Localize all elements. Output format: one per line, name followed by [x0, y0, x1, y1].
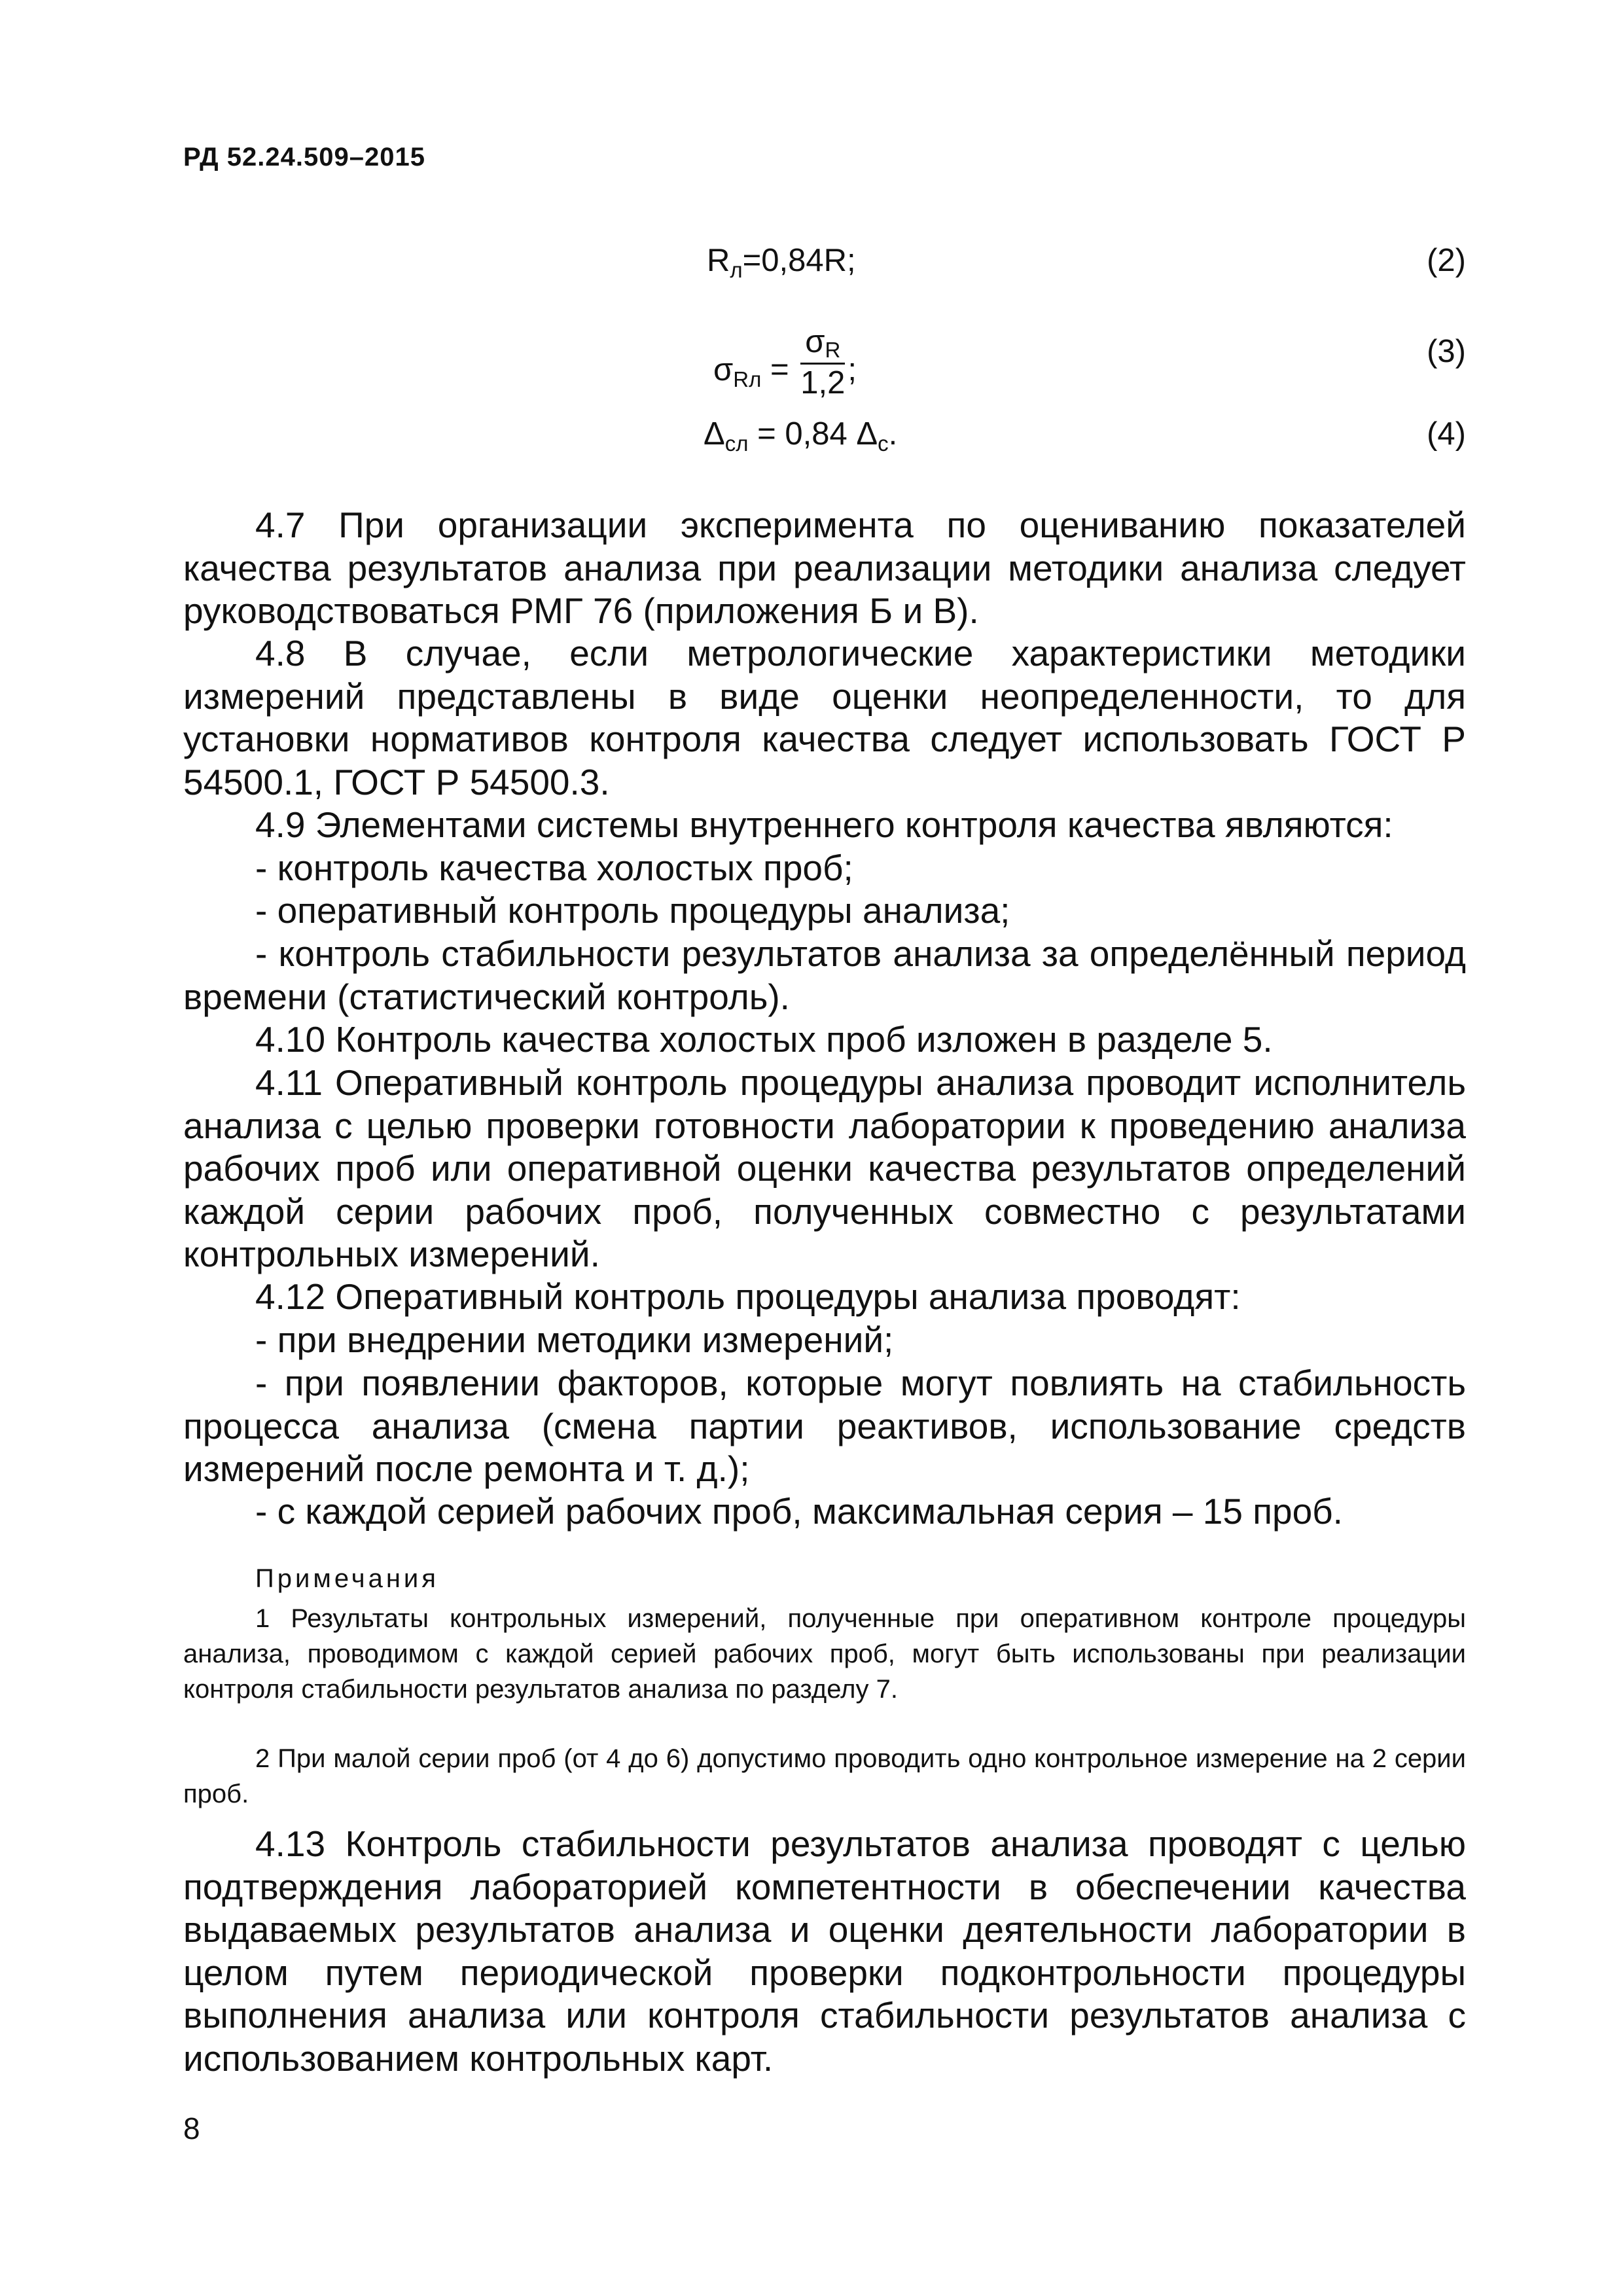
list-item: - при появлении факторов, которые могут повлиять на стабильность процесса анализа (смена партии реактивов, использование средств измерений после ремонта и т. д.); — [183, 1363, 1466, 1489]
equation-number: (3) — [1427, 334, 1466, 369]
equation-number: (2) — [1427, 243, 1466, 278]
paragraph-4-12: 4.12 Оперативный контроль процедуры анализа проводят: — [255, 1276, 1241, 1317]
paragraph-4-8: 4.8 В случае, если метрологические характеристики методики измерений представлены в виде оценки неопределенности, то для установки нормативов контроля качества следует использовать ГОСТ Р 54500.1, ГОСТ Р 54500.3. — [183, 633, 1466, 802]
paragraph-4-7: 4.7 При организации эксперимента по оцениванию показателей качества результатов анализа при реализации методики анализа следует руководствоваться РМГ 76 (приложения Б и В). — [183, 505, 1466, 631]
page-number: 8 — [183, 2111, 200, 2145]
list-item: - с каждой серией рабочих проб, максимальная серия – 15 проб. — [255, 1491, 1343, 1532]
paragraph-4-11: 4.11 Оперативный контроль процедуры анализа проводит исполнитель анализа с целью проверки готовности лаборатории к проведению анализа рабочих проб или оперативной оценки качества результатов определений каждой серии рабочих проб, полученных совместно с результатами контрольных измерений. — [183, 1062, 1466, 1274]
equation-3: $\sigma_{Rл}$ = $\frac{\sigma R}{1,2}$ ; (3) — [713, 324, 1466, 401]
list-item: - при внедрении методики измерений; — [255, 1319, 894, 1360]
list-item: - контроль качества холостых проб; — [255, 848, 853, 888]
list-item: - оперативный контроль процедуры анализа; — [255, 890, 1010, 931]
paragraph-4-13: 4.13 Контроль стабильности результатов анализа проводят с целью подтверждения лабораторией компетентности в обеспечении качества выдаваемых результатов анализа и оценки деятельности лаборатории в целом путем периодической проверки подконтрольности процедуры выполнения анализа или контроля стабильности результатов анализа с использованием контрольных карт. — [183, 1823, 1466, 2079]
document-header: РД 52.24.509–2015 — [183, 143, 425, 171]
paragraph-4-9: 4.9 Элементами системы внутреннего контроля качества являются: — [255, 804, 1393, 845]
equation-2: $R_л=0,84R$; (2) — [707, 243, 1466, 282]
notes-heading: Примечания — [255, 1564, 439, 1593]
equation-number: (4) — [1427, 416, 1466, 452]
equation-4: $\Delta_{сл} = 0,84$ $\Delta_с$. (4) — [704, 416, 1466, 456]
list-item: - контроль стабильности результатов анализа за определённый период времени (статистический контроль). — [183, 933, 1466, 1017]
paragraph-4-10: 4.10 Контроль качества холостых проб изложен в разделе 5. — [255, 1019, 1273, 1060]
note-1: 1 Результаты контрольных измерений, полученные при оперативном контроле процедуры анализа, проводимом с каждой серией рабочих проб, могут быть использованы при реализации контроля стабильности результатов анализа по разделу 7. — [183, 1604, 1466, 1704]
note-2: 2 При малой серии проб (от 4 до 6) допустимо проводить одно контрольное измерение на 2 серии проб. — [183, 1744, 1466, 1808]
